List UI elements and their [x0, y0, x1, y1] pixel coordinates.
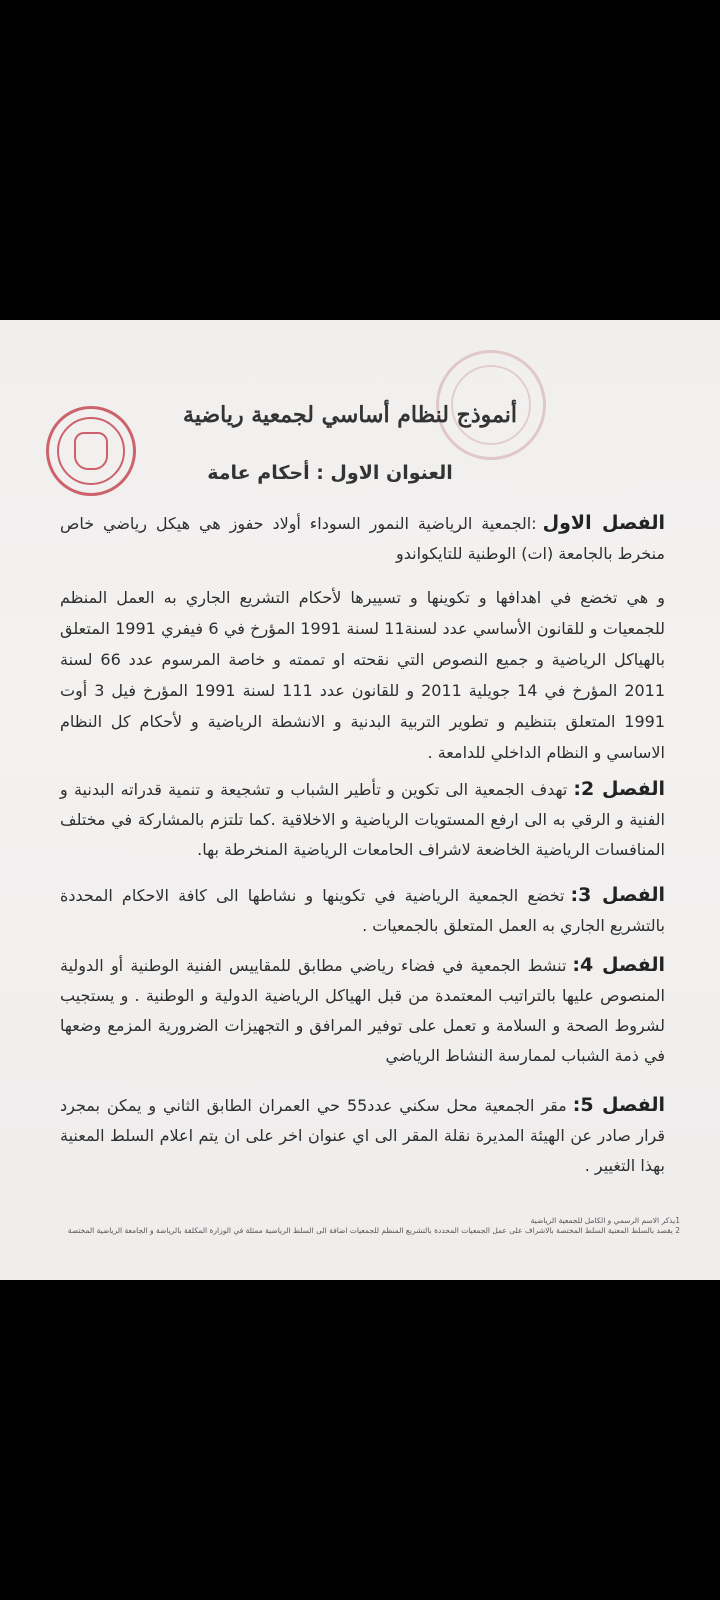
- article-4: [60, 950, 665, 1071]
- article-3: [60, 880, 665, 941]
- section-heading: العنوان الاول : أحكام عامة: [207, 462, 453, 484]
- article-2: [60, 774, 665, 865]
- article-label: الفصل الاول: [542, 512, 665, 534]
- red-seal-stamp: [46, 406, 136, 496]
- article-label: الفصل 2:: [573, 778, 665, 800]
- footnote-1: 1يذكر الاسم الرسمي و الكامل للجمعية الرياضية: [530, 1216, 680, 1225]
- document-title: أنموذج لنظام أساسي لجمعية رياضية: [183, 402, 517, 428]
- article-5: [60, 1090, 665, 1181]
- footnote-2: 2 يقصد بالسلط المعنية السلط المختصة بالاشراف على عمل الجمعيات المحددة بالتشريع المنظم للجمعيات اضافة الى السلط الرياضية ممثلة في الوزارة المكلفة بالرياضة و الجامعة الرياضية المختصة: [67, 1226, 680, 1235]
- article-1-continuation: [60, 582, 665, 768]
- article-text: تنشط الجمعية في فضاء رياضي مطابق للمقاييس الفنية الوطنية أو الدولية المنصوص عليها بالتراتيب المعتمدة من قبل الهياكل الرياضية الدولية و الوطنية . و يستجيب لشروط الصحة و السلامة و تعمل على توفير المرافق و التجهيزات الضرورية المزمع وضعها في ذمة الشباب لممارسة النشاط الرياضي: [60, 956, 665, 1065]
- article-1: [60, 508, 665, 569]
- article-text: و هي تخضع في اهدافها و تكوينها و تسييرها لأحكام التشريع الجاري به العمل المنظم للجمعيات و للقانون الأساسي عدد لسنة11 لسنة 1991 المؤرخ في 6 فيفري 1991 المتعلق بالهياكل الرياضية و جميع النصوص التي نقحته او تممته و خاصة المرسوم عدد 66 لسنة 2011 المؤرخ في 14 جويلية 2011 و للقانون عدد 111 لسنة 1991 المؤرخ فيل 3 أوت 1991 المتعلق بتنظيم و تطوير التربية البدنية و الانشطة الرياضية و لأحكام كل النظام الاساسي و النظام الداخلي للدامعة .: [60, 588, 666, 762]
- article-label: الفصل 3:: [570, 884, 665, 906]
- article-text: تخضع الجمعية الرياضية في تكوينها و نشاطها الى كافة الاحكام المحددة بالتشريع الجاري به العمل المتعلق بالجمعيات .: [60, 886, 665, 935]
- article-label: الفصل 5:: [572, 1094, 666, 1116]
- article-label: الفصل 4:: [572, 954, 666, 976]
- article-text: :الجمعية الرياضية النمور السوداء أولاد حفوز هي هيكل رياضي خاص منخرط بالجامعة (ات) الوطنية للتايكواندو: [60, 514, 665, 563]
- article-text: تهدف الجمعية الى تكوين و تأطير الشباب و تشجيعة و تنمية قدراته البدنية و الفنية و الرقي به الى ارفع المستويات الرياضية و الاخلاقية .كما تلتزم بالمشاركة في مختلف المنافسات الرياضية الخاضعة لاشراف الحامعات الرياضية المنخرطة بها.: [60, 780, 665, 859]
- article-text: مقر الجمعية محل سكني عدد55 حي العمران الطابق الثاني و يمكن بمجرد قرار صادر عن الهيئة المديرة نقلة المقر الى اي عنوان اخر على ان يتم اعلام السلط المعنية بهذا التغيير .: [60, 1096, 665, 1175]
- document-page: [0, 320, 720, 1280]
- seal-emblem-icon: [74, 432, 108, 470]
- footnotes: [40, 1216, 680, 1236]
